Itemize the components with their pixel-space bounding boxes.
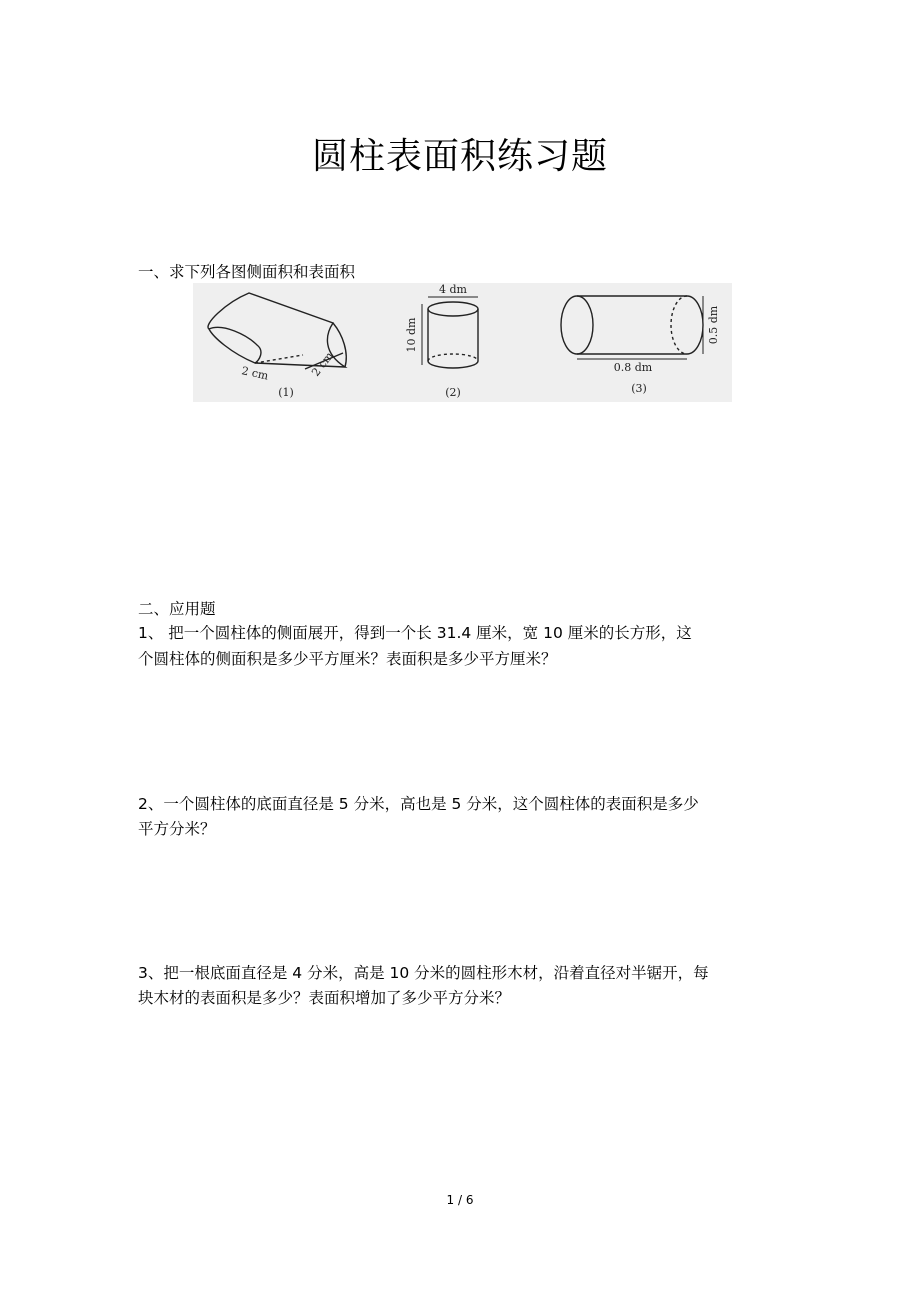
section1-heading: 一、求下列各图侧面积和表面积 — [138, 263, 356, 281]
page-title: 圆柱表面积练习题 — [311, 136, 608, 177]
fig3-caption: (3) — [631, 382, 647, 395]
q2-line2: 平方分米？ — [138, 820, 216, 838]
fig3-label-side: 0.5 dm — [707, 305, 720, 345]
figure-strip — [193, 283, 732, 402]
section2-heading: 二、应用题 — [138, 600, 216, 618]
q2-line1: 2、一个圆柱体的底面直径是 5 分米，高也是 5 分米，这个圆柱体的表面积是多少 — [138, 795, 699, 813]
fig1-label-a: 2 cm — [240, 364, 270, 383]
cylinder-figures — [193, 283, 732, 402]
figure-3 — [561, 296, 703, 359]
fig2-label-side: 10 dm — [405, 317, 418, 353]
q1-line2: 个圆柱体的侧面积是多少平方厘米？表面积是多少平方厘米？ — [138, 650, 557, 668]
q3-line1: 3、把一根底面直径是 4 分米，高是 10 分米的圆柱形木材，沿着直径对半锯开，每 — [138, 964, 709, 982]
figure-2 — [422, 297, 478, 368]
fig2-label-top: 4 dm — [439, 283, 467, 296]
q3-line2: 块木材的表面积是多少？表面积增加了多少平方分米？ — [138, 989, 511, 1007]
fig1-caption: (1) — [278, 386, 294, 399]
page-number: 1 / 6 — [446, 1193, 474, 1207]
fig2-caption: (2) — [445, 386, 461, 399]
fig1-label-b: 2 cm — [309, 349, 337, 379]
q1-line1: 1、 把一个圆柱体的侧面展开，得到一个长 31.4 厘米，宽 10 厘米的长方形，这 — [138, 624, 692, 642]
fig3-label-bottom: 0.8 dm — [613, 361, 653, 374]
